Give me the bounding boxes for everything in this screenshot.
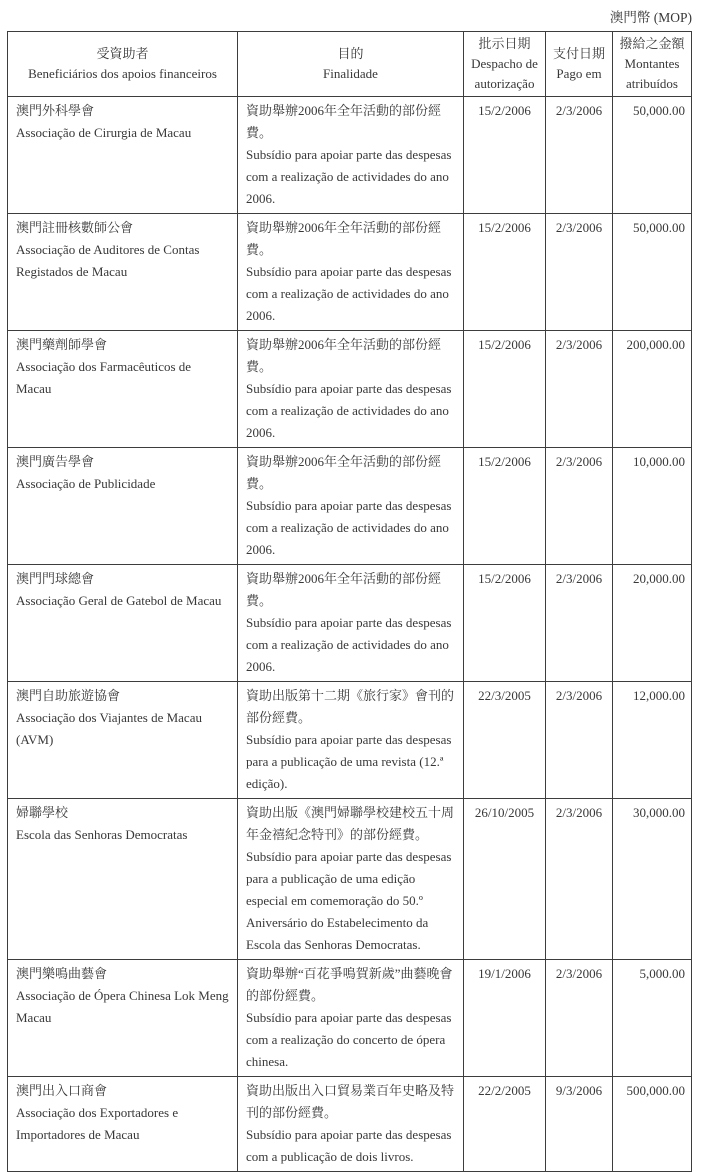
authorization-date: 15/2/2006 xyxy=(464,448,546,565)
amount: 12,000.00 xyxy=(613,682,692,799)
beneficiary-zh: 澳門出入口商會 xyxy=(16,1083,108,1098)
beneficiary-pt: Associação de Auditores de Contas Registados de Macau xyxy=(16,242,200,279)
purpose-cell xyxy=(238,331,464,448)
beneficiary-pt: Associação de Cirurgia de Macau xyxy=(16,125,192,140)
authorization-date: 15/2/2006 xyxy=(464,331,546,448)
beneficiary-zh: 澳門廣告學會 xyxy=(16,454,95,469)
purpose-zh: 資助舉辦2006年全年活動的部份經費。 xyxy=(246,220,442,257)
table-row xyxy=(8,799,692,960)
payment-date: 2/3/2006 xyxy=(546,799,613,960)
purpose-cell xyxy=(238,960,464,1077)
purpose-cell xyxy=(238,1077,464,1172)
purpose-pt: Subsídio para apoiar parte das despesas para a publicação de uma revista (12.ª edição). xyxy=(246,732,452,791)
authorization-date: 15/2/2006 xyxy=(464,214,546,331)
payment-date: 2/3/2006 xyxy=(546,214,613,331)
header-amount-pt: Montantes atribuídos xyxy=(624,56,680,91)
purpose-cell xyxy=(238,799,464,960)
purpose-pt: Subsídio para apoiar parte das despesas com a publicação de dois livros. xyxy=(246,1127,452,1164)
table-row xyxy=(8,1077,692,1172)
purpose-zh: 資助出版《澳門婦聯學校建校五十周年金禧紀念特刊》的部份經費。 xyxy=(246,805,455,842)
header-beneficiary-pt: Beneficiários dos apoios financeiros xyxy=(28,66,217,81)
purpose-zh: 資助舉辦2006年全年活動的部份經費。 xyxy=(246,337,442,374)
payment-date: 9/3/2006 xyxy=(546,1077,613,1172)
purpose-zh: 資助舉辦2006年全年活動的部份經費。 xyxy=(246,103,442,140)
grants-table xyxy=(7,31,692,1172)
beneficiary-zh: 澳門自助旅遊協會 xyxy=(16,688,121,703)
amount: 500,000.00 xyxy=(613,1077,692,1172)
purpose-pt: Subsídio para apoiar parte das despesas para a publicação de uma edição especial em comemoração do 50.º Aniversário do Estabelecimento da Escola das Senhoras Democratas. xyxy=(246,849,452,952)
amount: 50,000.00 xyxy=(613,214,692,331)
purpose-pt: Subsídio para apoiar parte das despesas com a realização de actividades do ano 2006. xyxy=(246,264,452,323)
purpose-cell xyxy=(238,565,464,682)
beneficiary-zh: 婦聯學校 xyxy=(16,805,69,820)
beneficiary-zh: 澳門外科學會 xyxy=(16,103,95,118)
beneficiary-pt: Associação dos Farmacêuticos de Macau xyxy=(16,359,192,396)
purpose-zh: 資助舉辦2006年全年活動的部份經費。 xyxy=(246,571,442,608)
amount: 20,000.00 xyxy=(613,565,692,682)
authorization-date: 26/10/2005 xyxy=(464,799,546,960)
authorization-date: 22/3/2005 xyxy=(464,682,546,799)
header-authorization-zh: 批示日期 xyxy=(478,36,531,51)
beneficiary-zh: 澳門樂鳴曲藝會 xyxy=(16,966,108,981)
header-row xyxy=(8,32,692,97)
header-beneficiary-zh: 受資助者 xyxy=(96,46,149,61)
authorization-date: 19/1/2006 xyxy=(464,960,546,1077)
beneficiary-pt: Associação de Ópera Chinesa Lok Meng Macau xyxy=(16,988,229,1025)
payment-date: 2/3/2006 xyxy=(546,97,613,214)
beneficiary-cell xyxy=(8,960,238,1077)
purpose-zh: 資助出版第十二期《旅行家》會刊的部份經費。 xyxy=(246,688,455,725)
purpose-pt: Subsídio para apoiar parte das despesas com a realização de actividades do ano 2006. xyxy=(246,147,452,206)
header-purpose xyxy=(238,32,464,97)
beneficiary-pt: Associação dos Exportadores e Importadores de Macau xyxy=(16,1105,179,1142)
purpose-pt: Subsídio para apoiar parte das despesas com a realização de actividades do ano 2006. xyxy=(246,615,452,674)
beneficiary-zh: 澳門藥劑師學會 xyxy=(16,337,108,352)
payment-date: 2/3/2006 xyxy=(546,682,613,799)
payment-date: 2/3/2006 xyxy=(546,565,613,682)
purpose-cell xyxy=(238,682,464,799)
table-row xyxy=(8,448,692,565)
header-authorization-date xyxy=(464,32,546,97)
payment-date: 2/3/2006 xyxy=(546,960,613,1077)
authorization-date: 15/2/2006 xyxy=(464,565,546,682)
beneficiary-cell xyxy=(8,799,238,960)
beneficiary-pt: Associação de Publicidade xyxy=(16,476,156,491)
beneficiary-pt: Associação Geral de Gatebol de Macau xyxy=(16,593,222,608)
header-purpose-zh: 目的 xyxy=(337,46,364,61)
amount: 10,000.00 xyxy=(613,448,692,565)
table-header xyxy=(8,32,692,97)
header-payment-zh: 支付日期 xyxy=(552,46,605,61)
purpose-pt: Subsídio para apoiar parte das despesas com a realização de actividades do ano 2006. xyxy=(246,498,452,557)
amount: 200,000.00 xyxy=(613,331,692,448)
authorization-date: 15/2/2006 xyxy=(464,97,546,214)
beneficiary-cell xyxy=(8,1077,238,1172)
beneficiary-zh: 澳門門球總會 xyxy=(16,571,95,586)
header-amount-zh: 撥給之金額 xyxy=(619,36,685,51)
beneficiary-pt: Escola das Senhoras Democratas xyxy=(16,827,188,842)
beneficiary-cell xyxy=(8,331,238,448)
amount: 5,000.00 xyxy=(613,960,692,1077)
table-row xyxy=(8,214,692,331)
payment-date: 2/3/2006 xyxy=(546,331,613,448)
header-payment-date xyxy=(546,32,613,97)
purpose-pt: Subsídio para apoiar parte das despesas com a realização do concerto de ópera chinesa. xyxy=(246,1010,452,1069)
beneficiary-pt: Associação dos Viajantes de Macau (AVM) xyxy=(16,710,202,747)
table-body xyxy=(8,97,692,1172)
amount: 30,000.00 xyxy=(613,799,692,960)
header-purpose-pt: Finalidade xyxy=(323,66,378,81)
table-row xyxy=(8,97,692,214)
header-authorization-pt: Despacho de autorização xyxy=(471,56,538,91)
amount: 50,000.00 xyxy=(613,97,692,214)
payment-date: 2/3/2006 xyxy=(546,448,613,565)
beneficiary-cell xyxy=(8,565,238,682)
header-beneficiary xyxy=(8,32,238,97)
table-row xyxy=(8,960,692,1077)
purpose-cell xyxy=(238,448,464,565)
table-row xyxy=(8,565,692,682)
purpose-cell xyxy=(238,214,464,331)
purpose-zh: 資助出版出入口貿易業百年史略及特刊的部份經費。 xyxy=(246,1083,455,1120)
purpose-zh: 資助舉辦“百花爭鳴賀新歲”曲藝晚會的部份經費。 xyxy=(246,966,453,1003)
header-payment-pt: Pago em xyxy=(556,66,602,81)
authorization-date: 22/2/2005 xyxy=(464,1077,546,1172)
currency-note: 澳門幣 (MOP) xyxy=(609,10,692,25)
beneficiary-cell xyxy=(8,214,238,331)
beneficiary-cell xyxy=(8,682,238,799)
beneficiary-cell xyxy=(8,97,238,214)
purpose-pt: Subsídio para apoiar parte das despesas com a realização de actividades do ano 2006. xyxy=(246,381,452,440)
beneficiary-cell xyxy=(8,448,238,565)
table-row xyxy=(8,682,692,799)
header-amount xyxy=(613,32,692,97)
beneficiary-zh: 澳門註冊核數師公會 xyxy=(16,220,134,235)
table-row xyxy=(8,331,692,448)
purpose-cell xyxy=(238,97,464,214)
purpose-zh: 資助舉辦2006年全年活動的部份經費。 xyxy=(246,454,442,491)
